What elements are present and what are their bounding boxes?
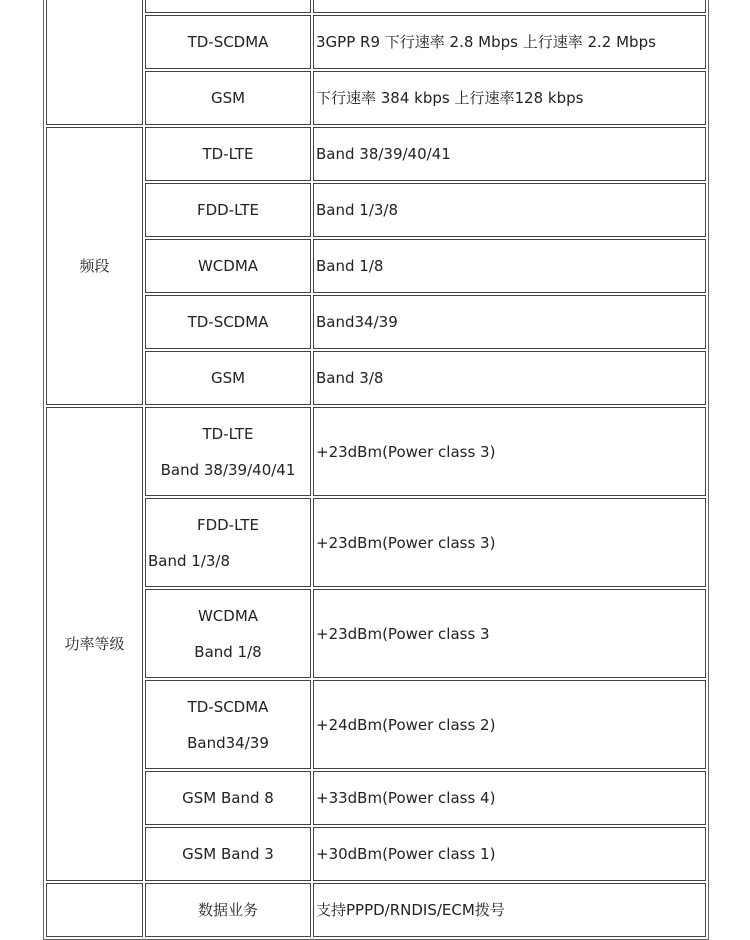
value-cell: Band 1/8 [313,239,706,293]
table-row [46,127,706,181]
value-cell: 3GPP R9 下行速率 2.8 Mbps 上行速率 2.2 Mbps [313,15,706,69]
tech-cell: TD-SCDMA [145,295,311,349]
tech-cell: GSM Band 3 [145,827,311,881]
data-category-cell [46,883,143,937]
table-row [46,239,706,293]
tech-cell [145,589,311,678]
tech-cell: TD-SCDMA [145,15,311,69]
value-cell: Band 38/39/40/41 [313,127,706,181]
table-row [46,183,706,237]
tech-band: Band 1/3/8 [148,551,231,570]
tech-cell: TD-LTE [145,127,311,181]
table-row [46,351,706,405]
tech-name: WCDMA [197,606,259,625]
table-row [46,498,706,587]
value-cell: Band34/39 [313,295,706,349]
value-cell [313,0,706,13]
tech-cell: GSM [145,71,311,125]
tech-name: TD-SCDMA [187,697,269,716]
table-row [46,589,706,678]
tech-name: TD-LTE [202,424,254,443]
table-row [46,771,706,825]
tech-cell: WCDMA [145,239,311,293]
table-row [46,827,706,881]
speed-category-cell [46,0,143,125]
table-row [46,407,706,496]
value-cell: Band 3/8 [313,351,706,405]
value-cell: +33dBm(Power class 4) [313,771,706,825]
table-row [46,883,706,937]
tech-cell: GSM [145,351,311,405]
table-row [46,680,706,769]
table-row [46,15,706,69]
tech-cell: FDD-LTE [145,183,311,237]
tech-cell [145,407,311,496]
value-cell: 支持PPPD/RNDIS/ECM拨号 [313,883,706,937]
table-row [46,71,706,125]
category-label-power: 功率等级 [46,407,143,881]
category-label-band: 频段 [46,127,143,405]
tech-band: Band34/39 [187,733,269,752]
value-cell: Band 1/3/8 [313,183,706,237]
tech-cell: GSM Band 8 [145,771,311,825]
tech-name: FDD-LTE [196,515,260,534]
value-cell: +23dBm(Power class 3) [313,407,706,496]
value-cell: +24dBm(Power class 2) [313,680,706,769]
value-cell: +23dBm(Power class 3) [313,498,706,587]
tech-cell [145,680,311,769]
tech-cell [145,498,311,587]
tech-cell [145,0,311,13]
value-cell: +30dBm(Power class 1) [313,827,706,881]
spec-table [43,0,709,940]
value-cell: 下行速率 384 kbps 上行速率128 kbps [313,71,706,125]
tech-band: Band 38/39/40/41 [160,460,296,479]
tech-band: Band 1/8 [194,642,262,661]
table-row [46,295,706,349]
value-cell: +23dBm(Power class 3 [313,589,706,678]
tech-cell: 数据业务 [145,883,311,937]
table-row [46,0,706,13]
